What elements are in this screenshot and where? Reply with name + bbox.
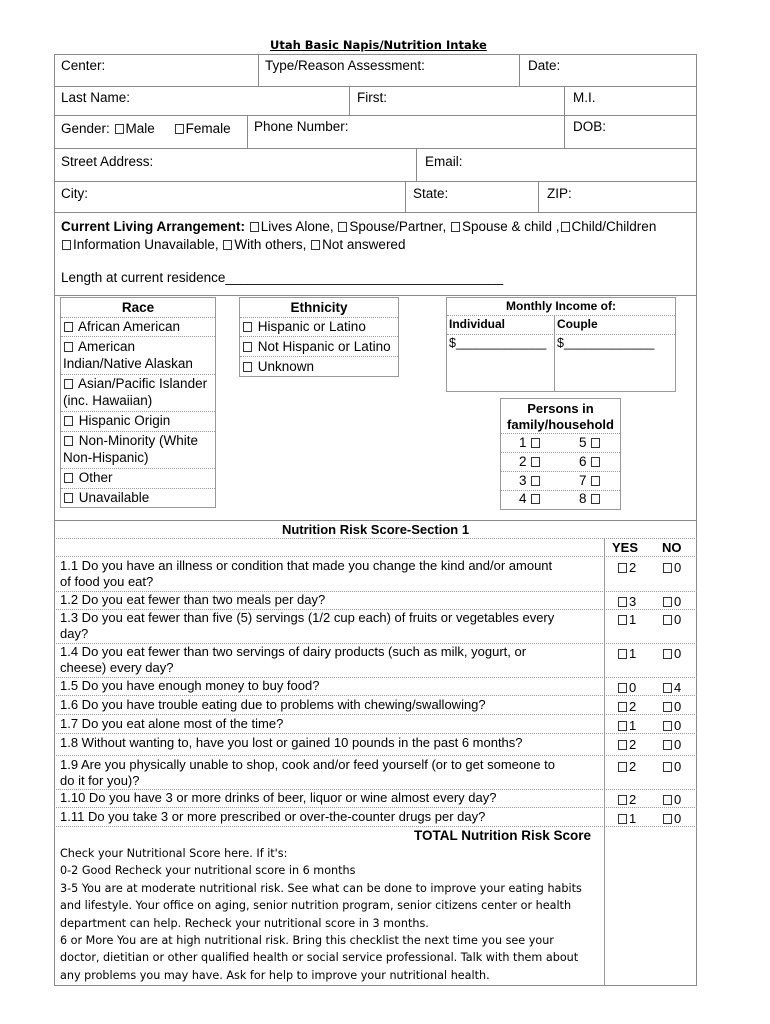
q1-3-yes-score: 1 <box>629 612 637 627</box>
ethnicity-table <box>239 297 399 377</box>
date-label: Date: <box>528 58 561 73</box>
note-line-6: 6 or More You are at high nutritional risk. Bring this checklist the next time you see your <box>60 934 554 948</box>
gender-field <box>54 115 248 149</box>
race-header: Race <box>121 300 155 315</box>
race-indian-alaskan: Indian/Native Alaskan <box>63 356 193 371</box>
type-reason-label: Type/Reason Assessment: <box>265 58 425 73</box>
q1-1-no-score: 0 <box>674 560 682 575</box>
q1-4-yes-checkbox[interactable] <box>618 649 627 659</box>
no-header: NO <box>662 540 682 555</box>
q1-7-no-score: 0 <box>674 718 682 733</box>
spouse-child-checkbox[interactable] <box>451 222 460 232</box>
q1-6-no-score: 0 <box>674 699 682 714</box>
q1-8-yes-checkbox[interactable] <box>618 740 627 750</box>
last-name-field[interactable] <box>54 86 350 116</box>
email-label: Email: <box>425 154 463 169</box>
hispanic-latino-checkbox[interactable] <box>243 322 252 332</box>
q1-1-no-checkbox[interactable] <box>663 563 672 573</box>
persons-household-table <box>500 398 621 510</box>
lives-alone-label: Lives Alone, <box>260 219 334 234</box>
note-line-7: doctor, dietitian or other qualified health or social service professional. Talk with them about <box>60 951 579 965</box>
date-field[interactable] <box>519 54 697 87</box>
q1-8-no-checkbox[interactable] <box>663 740 672 750</box>
lives-alone-checkbox[interactable] <box>250 222 259 232</box>
q1-4-no-score: 0 <box>674 646 682 661</box>
note-line-5: department can help. Recheck your nutritional score in 3 months. <box>60 916 429 930</box>
state-field[interactable] <box>405 181 539 213</box>
persons-6-checkbox[interactable] <box>591 457 600 467</box>
q1-4-yes-score: 1 <box>629 646 637 661</box>
living-arrangement-label: Current Living Arrangement: <box>61 219 246 234</box>
race-african-american: African American <box>78 319 181 334</box>
zip-field[interactable] <box>538 181 697 213</box>
non-minority-checkbox[interactable] <box>64 436 73 446</box>
income-individual-input[interactable]: $_____________ <box>449 336 547 350</box>
race-american: American <box>78 339 136 354</box>
phone-label: Phone Number: <box>254 119 349 134</box>
spouse-partner-label: Spouse/Partner, <box>349 219 447 234</box>
q1-7-no-checkbox[interactable] <box>663 721 672 731</box>
spouse-child-label: Spouse & child , <box>461 219 560 234</box>
female-checkbox[interactable] <box>175 124 184 134</box>
spouse-partner-checkbox[interactable] <box>338 222 347 232</box>
ethnicity-header: Ethnicity <box>290 300 348 315</box>
persons-2: 2 <box>519 454 527 469</box>
race-asian-pacific: Asian/Pacific Islander <box>78 376 208 391</box>
residence-length-field[interactable]: Length at current residence_____________________________________ <box>61 270 504 285</box>
q1-10-yes-checkbox[interactable] <box>618 795 627 805</box>
q1-11-yes-checkbox[interactable] <box>618 814 627 824</box>
center-field[interactable] <box>54 54 259 87</box>
male-checkbox[interactable] <box>115 124 124 134</box>
last-name-label: Last Name: <box>61 90 131 105</box>
total-score-label: TOTAL Nutrition Risk Score <box>414 828 592 843</box>
q1-3-yes-checkbox[interactable] <box>618 615 627 625</box>
living-arrangement-section <box>54 212 697 296</box>
question-1-6: 1.6 Do you have trouble eating due to problems with chewing/swallowing? <box>60 697 486 712</box>
child-children-checkbox[interactable] <box>561 222 570 232</box>
q1-10-no-checkbox[interactable] <box>663 795 672 805</box>
persons-header-1: Persons in <box>527 401 594 416</box>
persons-8-checkbox[interactable] <box>591 494 600 504</box>
question-1-2: 1.2 Do you eat fewer than two meals per day? <box>60 592 326 607</box>
income-couple-input[interactable]: $_____________ <box>557 336 655 350</box>
ethnicity-unknown: Unknown <box>257 359 315 374</box>
not-answered-label: Not answered <box>322 237 406 252</box>
female-label: Female <box>185 121 231 136</box>
question-1-4: 1.4 Do you eat fewer than two servings of dairy products (such as milk, yogurt, or cheese) every day? <box>60 644 527 675</box>
income-header: Monthly Income of: <box>506 299 616 313</box>
gender-label: Gender: <box>61 121 110 136</box>
type-reason-field[interactable] <box>258 54 520 87</box>
persons-8: 8 <box>579 491 587 506</box>
question-1-3: 1.3 Do you eat fewer than five (5) servings (1/2 cup each) of fruits or vegetables every day? <box>60 610 555 641</box>
note-line-4: and lifestyle. Your office on aging, senior nutrition program, senior citizens center or health <box>60 899 572 913</box>
persons-7: 7 <box>579 473 587 488</box>
persons-6: 6 <box>579 454 587 469</box>
city-field[interactable] <box>54 181 406 213</box>
race-unavailable: Unavailable <box>78 490 150 505</box>
ethnicity-not-hispanic: Not Hispanic or Latino <box>257 339 391 354</box>
q1-10-no-score: 0 <box>674 792 682 807</box>
q1-7-yes-score: 1 <box>629 718 637 733</box>
q1-8-yes-score: 2 <box>629 737 637 752</box>
persons-5: 5 <box>579 435 587 450</box>
persons-7-checkbox[interactable] <box>591 476 600 486</box>
risk-section-title: Nutrition Risk Score-Section 1 <box>281 522 470 537</box>
q1-2-no-score: 0 <box>674 594 682 609</box>
persons-1: 1 <box>519 435 527 450</box>
question-1-5: 1.5 Do you have enough money to buy food? <box>60 678 320 693</box>
note-line-8: any problems you may have. Ask for help to improve your nutritional health. <box>60 968 490 982</box>
q1-5-yes-score: 0 <box>629 680 637 695</box>
race-table <box>60 297 216 508</box>
persons-4: 4 <box>519 491 527 506</box>
persons-2-checkbox[interactable] <box>531 457 540 467</box>
q1-5-no-score: 4 <box>674 680 682 695</box>
q1-8-no-score: 0 <box>674 737 682 752</box>
q1-6-yes-checkbox[interactable] <box>618 702 627 712</box>
persons-4-checkbox[interactable] <box>531 494 540 504</box>
race-other: Other <box>78 470 113 485</box>
q1-11-no-checkbox[interactable] <box>663 814 672 824</box>
q1-1-yes-checkbox[interactable] <box>618 563 627 573</box>
q1-9-yes-score: 2 <box>629 759 637 774</box>
info-unavailable-checkbox[interactable] <box>62 240 71 250</box>
with-others-label: With others, <box>234 237 307 252</box>
male-label: Male <box>125 121 155 136</box>
q1-4-no-checkbox[interactable] <box>663 649 672 659</box>
dob-field[interactable] <box>564 115 697 149</box>
note-line-1: Check your Nutritional Score here. If it's: <box>60 847 288 860</box>
street-label: Street Address: <box>61 154 154 169</box>
q1-2-yes-checkbox[interactable] <box>618 597 627 607</box>
asian-pacific-checkbox[interactable] <box>64 379 73 389</box>
race-other-checkbox[interactable] <box>64 473 73 483</box>
persons-3-checkbox[interactable] <box>531 476 540 486</box>
race-hispanic-origin: Hispanic Origin <box>78 413 171 428</box>
unknown-checkbox[interactable] <box>243 362 252 372</box>
monthly-income-table <box>446 297 676 392</box>
q1-1-yes-score: 2 <box>629 560 637 575</box>
state-label: State: <box>413 186 449 201</box>
not-answered-checkbox[interactable] <box>311 240 320 250</box>
question-1-11: 1.11 Do you take 3 or more prescribed or over-the-counter drugs per day? <box>60 809 486 824</box>
note-line-3: 3-5 You are at moderate nutritional risk. See what can be done to improve your eating habits <box>60 881 582 895</box>
not-hispanic-checkbox[interactable] <box>243 342 252 352</box>
income-individual-label: Individual <box>449 317 506 331</box>
first-name-field[interactable] <box>349 86 565 116</box>
q1-6-yes-score: 2 <box>629 699 637 714</box>
african-american-checkbox[interactable] <box>64 322 73 332</box>
american-indian-checkbox[interactable] <box>64 342 73 352</box>
question-1-9: 1.9 Are you physically unable to shop, cook and/or feed yourself (or to get someone to do it for you)? <box>60 757 556 788</box>
race-unavailable-checkbox[interactable] <box>64 493 73 503</box>
q1-11-yes-score: 1 <box>629 811 637 826</box>
question-1-10: 1.10 Do you have 3 or more drinks of beer, liquor or wine almost every day? <box>60 790 497 805</box>
hispanic-origin-checkbox[interactable] <box>64 416 73 426</box>
q1-3-no-score: 0 <box>674 612 682 627</box>
q1-6-no-checkbox[interactable] <box>663 702 672 712</box>
persons-1-checkbox[interactable] <box>531 438 540 448</box>
question-1-8: 1.8 Without wanting to, have you lost or gained 10 pounds in the past 6 months? <box>60 735 523 750</box>
city-label: City: <box>61 186 88 201</box>
score-guidance <box>60 845 600 984</box>
mi-field[interactable] <box>564 86 697 116</box>
q1-9-no-score: 0 <box>674 759 682 774</box>
with-others-checkbox[interactable] <box>223 240 232 250</box>
question-1-1: 1.1 Do you have an illness or condition that made you change the kind and/or amount of food you eat? <box>60 558 553 589</box>
dob-label: DOB: <box>573 119 607 134</box>
q1-5-no-checkbox[interactable] <box>663 683 672 693</box>
persons-5-checkbox[interactable] <box>591 438 600 448</box>
question-1-7: 1.7 Do you eat alone most of the time? <box>60 716 284 731</box>
street-field[interactable] <box>54 148 417 182</box>
q1-9-no-checkbox[interactable] <box>663 762 672 772</box>
income-couple-label: Couple <box>557 317 598 331</box>
q1-11-no-score: 0 <box>674 811 682 826</box>
phone-field[interactable] <box>247 115 565 149</box>
mi-label: M.I. <box>573 90 596 105</box>
race-non-hispanic: Non-Hispanic) <box>63 450 149 465</box>
total-score-field[interactable] <box>606 828 694 983</box>
form-title: Utah Basic Napis/Nutrition Intake <box>270 38 487 52</box>
child-children-label: Child/Children <box>571 219 657 234</box>
note-line-2: 0-2 Good Recheck your nutritional score in 6 months <box>60 864 356 878</box>
center-label: Center: <box>61 58 106 73</box>
yes-header: YES <box>612 540 639 555</box>
email-field[interactable] <box>416 148 697 182</box>
ethnicity-hispanic-latino: Hispanic or Latino <box>257 319 366 334</box>
race-non-minority: Non-Minority (White <box>78 433 199 448</box>
persons-header-2: family/household <box>507 417 614 432</box>
q1-2-yes-score: 3 <box>629 594 637 609</box>
q1-10-yes-score: 2 <box>629 792 637 807</box>
first-name-label: First: <box>357 90 387 105</box>
q1-5-yes-checkbox[interactable] <box>618 683 627 693</box>
q1-2-no-checkbox[interactable] <box>663 597 672 607</box>
q1-7-yes-checkbox[interactable] <box>618 721 627 731</box>
q1-3-no-checkbox[interactable] <box>663 615 672 625</box>
race-hawaiian: (inc. Hawaiian) <box>63 393 153 408</box>
persons-3: 3 <box>519 473 527 488</box>
q1-9-yes-checkbox[interactable] <box>618 762 627 772</box>
zip-label: ZIP: <box>547 186 572 201</box>
info-unavailable-label: Information Unavailable, <box>73 237 219 252</box>
